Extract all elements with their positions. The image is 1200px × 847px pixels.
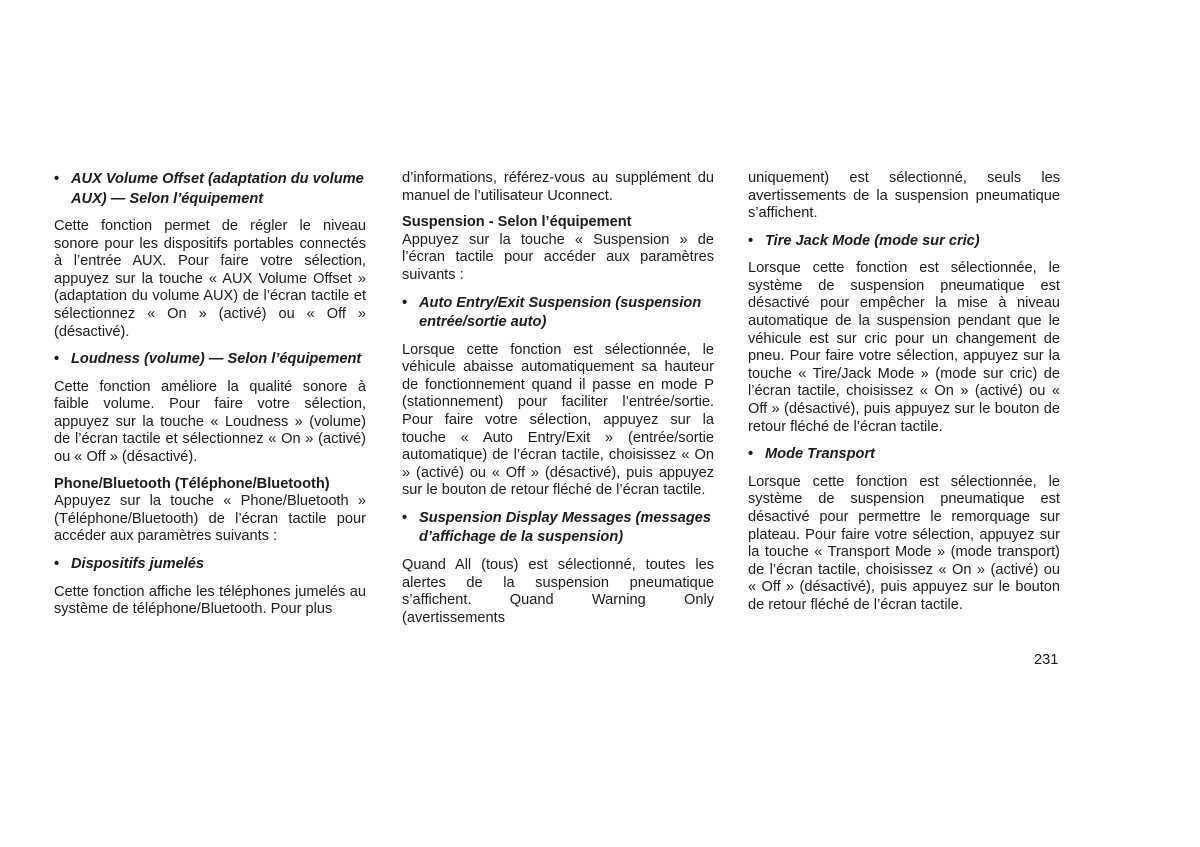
loudness-text: Cette fonction améliore la qualité sonore à faible volume. Pour faire votre sélection, appuyez sur la touche « Loudness » (volume) de l’écran tactile et sélectionnez « On » (activé) ou « Off » (désactivé). bbox=[54, 378, 366, 466]
suspension-text: Appuyez sur la touche « Suspension » de l’écran tactile pour accéder aux paramètres suivants : bbox=[402, 231, 714, 283]
warnings-only-text: uniquement) est sélectionné, seuls les avertissements de la suspension pneumatique s’affichent. bbox=[748, 170, 1060, 222]
suspension-display-messages-heading: • Suspension Display Messages (messages d’affichage de la suspension) bbox=[402, 509, 712, 546]
column-left bbox=[54, 170, 366, 628]
aux-volume-offset-heading: • AUX Volume Offset (adaptation du volume AUX) — Selon l’équipement bbox=[54, 171, 364, 207]
bullet-icon: • bbox=[748, 446, 754, 463]
bullet-icon: • bbox=[402, 509, 408, 526]
uconnect-reference-text: d’informations, référez-vous au supplément du manuel de l’utilisateur Uconnect. bbox=[402, 170, 714, 204]
bullet-icon: • bbox=[54, 171, 60, 187]
suspension-display-messages-text: Quand All (tous) est sélectionné, toutes les alertes de la suspension pneumatique s’affichent. Quand Warning Only (avertissements bbox=[402, 556, 714, 626]
auto-entry-exit-text: Lorsque cette fonction est sélectionnée, le véhicule abaisse automatiquement sa hauteur de fonctionnement quand il passe en mode P (stationnement) pour faciliter l’entrée/sortie. Pour faire votre sélection, appuyez sur la touche « Auto Entry/Exit » (entrée/sortie automatique) de l’écran tactile, choisissez « On » (activé) ou « Off » (désactivé), puis appuyez sur le bouton de retour fléché de l’écran tactile. bbox=[402, 341, 714, 499]
transport-mode-heading: • Mode Transport bbox=[748, 445, 1060, 465]
bullet-icon: • bbox=[748, 232, 754, 249]
aux-volume-offset-text: Cette fonction permet de régler le niveau sonore pour les dispositifs portables connectés à l’entrée AUX. Pour faire votre sélection, appuyez sur la touche « AUX Volume Offset » (adaptation du volume AUX) de l’écran tactile et sélectionnez « On » (activé) ou « Off » (désactivé). bbox=[54, 218, 366, 340]
bullet-icon: • bbox=[54, 556, 60, 572]
loudness-heading: • Loudness (volume) — Selon l’équipement bbox=[54, 350, 366, 370]
tire-jack-mode-text: Lorsque cette fonction est sélectionnée, le système de suspension pneumatique est désactivé pour empêcher la mise à niveau automatique de la suspension pendant que le véhicule est sur cric pour un changement de pneu. Pour faire votre sélection, appuyez sur la touche « Tire/Jack Mode » (mode sur cric) de l’écran tactile, choisissez « On » (activé) ou « Off » (désactivé), puis appuyez sur le bouton de retour fléché de l’écran tactile. bbox=[748, 260, 1060, 435]
page-number: 231 bbox=[1034, 652, 1059, 668]
bullet-icon: • bbox=[402, 294, 408, 311]
paired-devices-text: Cette fonction affiche les téléphones jumelés au système de téléphone/Bluetooth. Pour plus bbox=[54, 583, 366, 618]
auto-entry-exit-heading: • Auto Entry/Exit Suspension (suspension entrée/sortie auto) bbox=[402, 294, 702, 331]
column-right bbox=[748, 170, 1060, 623]
phone-bluetooth-text: Appuyez sur la touche « Phone/Bluetooth » (Téléphone/Bluetooth) de l’écran tactile pour accéder aux paramètres suivants : bbox=[54, 493, 366, 545]
suspension-heading: Suspension - Selon l’équipement bbox=[402, 214, 632, 231]
transport-mode-text: Lorsque cette fonction est sélectionnée, le système de suspension pneumatique est désactivé pour permettre le remorquage sur plateau. Pour faire votre sélection, appuyez sur la touche « Transport Mode » (mode transport) de l’écran tactile, choisissez « On » (activé) ou « Off » (désactivé), puis appuyez sur le bouton de retour fléché de l’écran tactile. bbox=[748, 473, 1060, 613]
column-middle bbox=[402, 170, 714, 636]
bullet-icon: • bbox=[54, 351, 60, 368]
paired-devices-heading: • Dispositifs jumelés bbox=[54, 555, 366, 575]
tire-jack-mode-heading: • Tire Jack Mode (mode sur cric) bbox=[748, 232, 1060, 252]
phone-bluetooth-heading: Phone/Bluetooth (Téléphone/Bluetooth) bbox=[54, 475, 330, 492]
